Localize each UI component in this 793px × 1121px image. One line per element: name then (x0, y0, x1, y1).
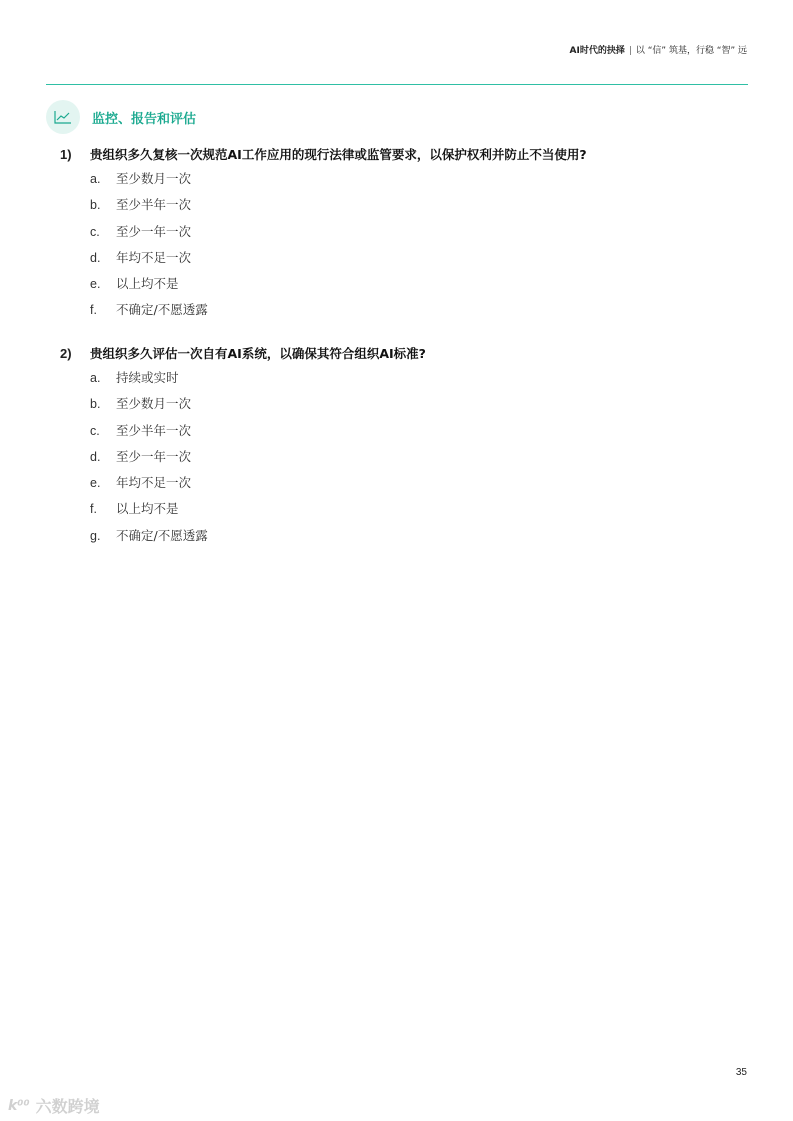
option-letter: c. (90, 224, 100, 239)
question-text: 贵组织多久复核一次规范AI工作应用的现行法律或监管要求，以保护权利并防止不当使用? (90, 147, 587, 162)
watermark-logo-icon: k⁰⁰ (8, 1097, 30, 1114)
option-label: 至少数月一次 (116, 396, 192, 412)
option-letter: b. (90, 397, 101, 412)
option-label: 至少半年一次 (116, 422, 192, 438)
option-label: 至少半年一次 (116, 197, 192, 213)
header-separator: | (628, 46, 632, 56)
question-text: 贵组织多久评估一次自有AI系统，以确保其符合组织AI标准? (90, 346, 426, 361)
header-title-bold: AI时代的抉择 (569, 46, 625, 56)
line-chart-icon (46, 100, 80, 134)
running-header (570, 43, 747, 56)
options-list (60, 169, 750, 327)
option-letter: a. (90, 172, 101, 186)
watermark (8, 1094, 100, 1117)
header-rule (46, 84, 748, 85)
option-label: 年均不足一次 (116, 249, 192, 265)
option-label: 持续或实时 (116, 370, 179, 385)
page-number: 35 (735, 1067, 747, 1078)
option-item[interactable] (60, 248, 750, 274)
option-item[interactable] (60, 222, 750, 248)
option-item[interactable] (60, 169, 750, 195)
option-item[interactable] (60, 368, 750, 394)
question-2 (60, 344, 750, 552)
option-item[interactable] (60, 195, 750, 221)
options-list (60, 368, 750, 552)
option-label: 年均不足一次 (116, 475, 192, 491)
option-letter: e. (90, 277, 101, 292)
question-1 (60, 145, 750, 327)
question-number: 1) (60, 147, 72, 162)
option-label: 不确定/不愿透露 (116, 302, 208, 318)
option-item[interactable] (60, 274, 750, 300)
option-letter: d. (90, 449, 101, 464)
option-item[interactable] (60, 447, 750, 473)
option-item[interactable] (60, 394, 750, 420)
section-title: 监控、报告和评估 (92, 111, 197, 127)
option-item[interactable] (60, 421, 750, 447)
option-item[interactable] (60, 300, 750, 326)
option-letter: d. (90, 250, 101, 265)
option-letter: a. (90, 371, 101, 385)
option-letter: c. (90, 423, 100, 438)
section-heading (46, 100, 196, 134)
option-letter: f. (90, 303, 97, 318)
option-letter: g. (90, 528, 101, 543)
option-letter: b. (90, 198, 101, 213)
option-label: 以上均不是 (116, 276, 179, 292)
watermark-text: 六数跨境 (35, 1097, 100, 1116)
option-label: 至少一年一次 (116, 223, 192, 239)
option-label: 不确定/不愿透露 (116, 527, 208, 543)
header-title-rest: 以 “信” 筑基，行稳 “智” 远 (635, 46, 747, 56)
question-number: 2) (60, 346, 72, 361)
option-letter: e. (90, 476, 101, 491)
option-item[interactable] (60, 473, 750, 499)
option-item[interactable] (60, 526, 750, 552)
option-letter: f. (90, 502, 97, 517)
option-label: 至少数月一次 (116, 171, 192, 186)
option-label: 至少一年一次 (116, 448, 192, 464)
option-item[interactable] (60, 499, 750, 525)
option-label: 以上均不是 (116, 501, 179, 517)
